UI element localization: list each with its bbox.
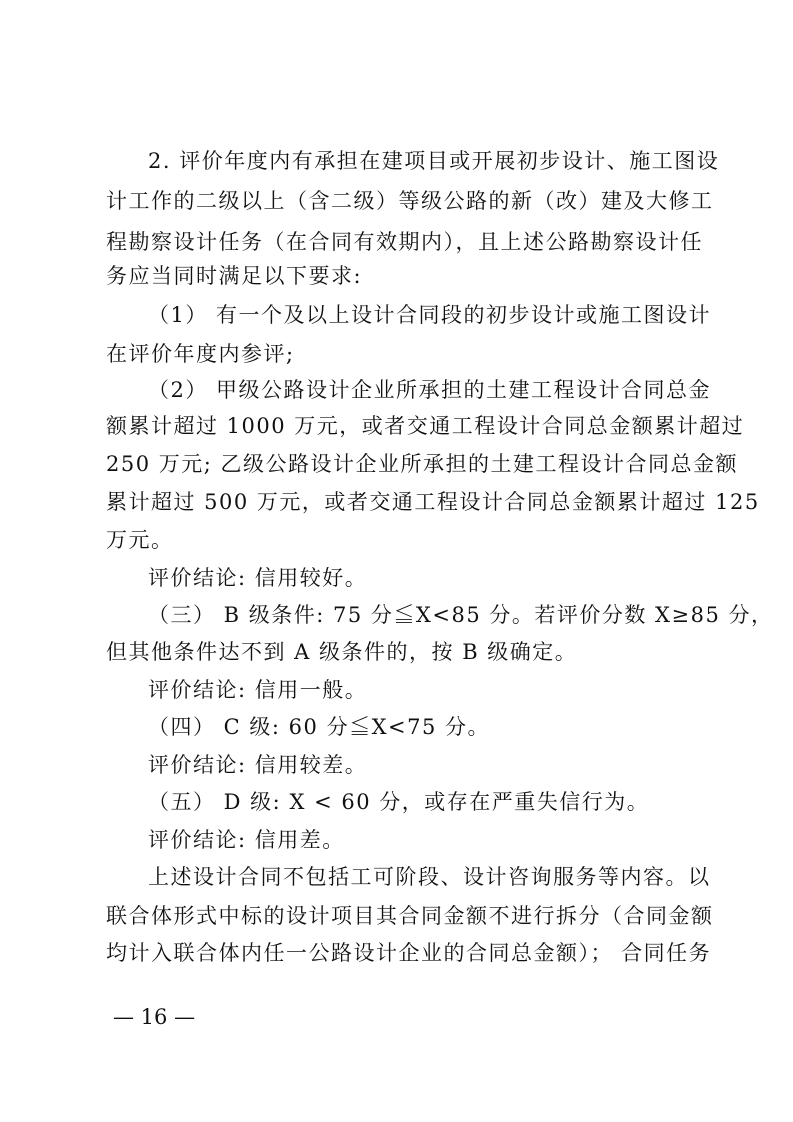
- text-line: 上述设计合同不包括工可阶段、设计咨询服务等内容。以: [148, 865, 711, 889]
- text-line: 务应当同时满足以下要求:: [106, 264, 363, 288]
- text-line: 程勘察设计任务（在合同有效期内），且上述公路勘察设计任: [106, 230, 703, 254]
- text-line: 评价结论: 信用较差。: [148, 753, 368, 777]
- text-line: （五） D 级: X < 60 分，或存在严重失信行为。: [148, 790, 650, 814]
- text-line: （四） C 级: 60 分≦X<75 分。: [148, 715, 491, 739]
- text-line: 250 万元; 乙级公路设计企业所承担的土建工程设计合同总金额: [106, 452, 739, 476]
- text-line: 累计超过 500 万元，或者交通工程设计合同总金额累计超过 125: [106, 490, 760, 514]
- text-line: 额累计超过 1000 万元，或者交通工程设计合同总金额累计超过: [106, 414, 745, 438]
- text-line: 评价结论: 信用较好。: [148, 566, 368, 590]
- text-line: 计工作的二级以上（含二级）等级公路的新（改）建及大修工: [106, 189, 714, 213]
- text-line: （三） B 级条件: 75 分≦X<85 分。若评价分数 X≥85 分，: [148, 603, 774, 627]
- text-line: 万元。: [106, 528, 174, 552]
- page-number: — 16 —: [113, 1005, 196, 1029]
- text-line: 评价结论: 信用差。: [148, 828, 345, 852]
- text-line: 均计入联合体内任一公路设计企业的合同总金额）； 合同任务: [106, 941, 712, 965]
- text-line: （2） 甲级公路设计企业所承担的土建工程设计合同总金: [148, 378, 712, 402]
- text-line: 联合体形式中标的设计项目其合同金额不进行拆分（合同金额: [106, 904, 714, 928]
- text-line: 2. 评价年度内有承担在建项目或开展初步设计、施工图设: [148, 149, 720, 173]
- text-line: （1） 有一个及以上设计合同段的初步设计或施工图设计: [148, 303, 712, 327]
- text-line: 在评价年度内参评;: [106, 342, 295, 366]
- text-line: 但其他条件达不到 A 级条件的，按 B 级确定。: [106, 640, 578, 664]
- text-line: 评价结论: 信用一般。: [148, 678, 368, 702]
